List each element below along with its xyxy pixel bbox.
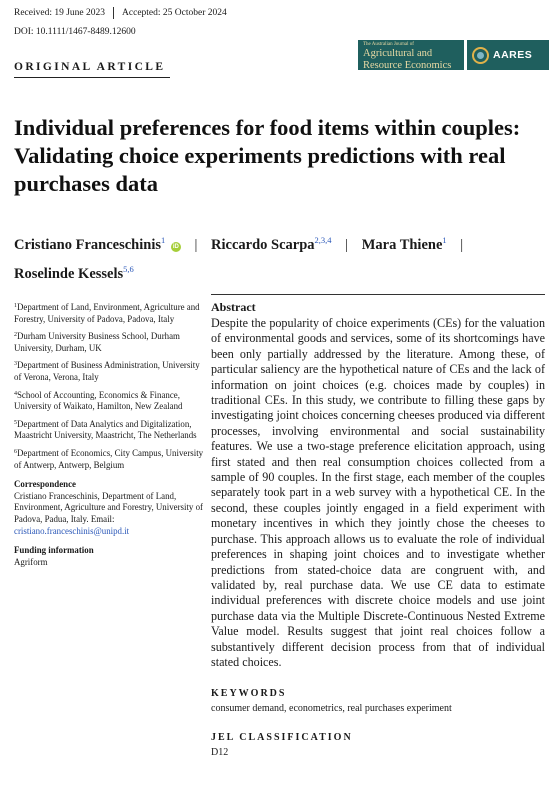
author-list	[14, 228, 544, 286]
author-separator: |	[460, 237, 464, 253]
correspondence-heading: Correspondence	[14, 479, 76, 490]
author-name[interactable]: Riccardo Scarpa	[211, 237, 315, 253]
email-label: Email:	[90, 513, 115, 524]
author-name[interactable]: Roselinde Kessels	[14, 266, 124, 282]
affiliation-number: 6	[14, 448, 17, 455]
funding-text: Agriform	[14, 556, 48, 567]
author-affiliation-ref[interactable]: 2,3,4	[314, 235, 332, 245]
society-name: AARES	[493, 49, 533, 61]
jel-code: D12	[211, 747, 229, 759]
affiliation	[14, 330, 204, 354]
affiliation	[14, 418, 204, 442]
keywords-text: consumer demand, econometrics, real purchases experiment	[211, 703, 452, 715]
affiliation-number: 4	[14, 390, 17, 397]
affiliation	[14, 447, 204, 471]
keywords-heading: KEYWORDS	[211, 688, 287, 700]
journal-small-line: The Australian Journal of	[363, 42, 414, 47]
aares-emblem-icon	[472, 47, 489, 64]
affiliation-text: Department of Business Administration, University of Verona, Verona, Italy	[14, 360, 200, 382]
journal-logo[interactable]	[358, 40, 464, 70]
email-link[interactable]: cristiano.franceschinis@unipd.it	[14, 525, 130, 536]
correspondence-text: Cristiano Franceschinis, Department of Land, Environment, Agriculture and Forestry, University of Padova, Padua, Italy.	[14, 490, 203, 524]
article-type: ORIGINAL ARTICLE	[14, 61, 166, 73]
affiliation	[14, 301, 204, 325]
affiliation-text: Department of Data Analytics and Digitalization, Maastricht University, Maastricht, The Netherlands	[14, 418, 197, 441]
orcid-icon[interactable]: iD	[172, 244, 179, 250]
author-name[interactable]: Cristiano Franceschinis	[14, 237, 162, 253]
affiliation	[14, 389, 204, 413]
affiliation-text: Department of Land, Environment, Agriculture and Forestry, University of Padova, Padova, Italy	[14, 302, 200, 324]
author-separator: |	[194, 237, 198, 253]
funding-heading: Funding information	[14, 545, 94, 556]
author-affiliation-ref[interactable]: 1	[161, 235, 166, 245]
received-date: Received: 19 June 2023	[14, 8, 106, 18]
accepted-date: Accepted: 25 October 2024	[122, 8, 227, 18]
article-title: Individual preferences for food items within couples: Validating choice experiments predictions with real purchases data	[14, 115, 521, 196]
jel-heading: JEL CLASSIFICATION	[211, 732, 353, 744]
correspondence-body	[14, 491, 204, 537]
author-name[interactable]: Mara Thiene	[361, 237, 443, 253]
date-divider	[113, 7, 114, 19]
article-type-rule	[14, 77, 170, 78]
affiliation-number: 2	[14, 332, 17, 339]
abstract-rule	[211, 294, 545, 295]
author-affiliation-ref[interactable]: 1	[442, 235, 447, 245]
affiliation-text: School of Accounting, Economics & Finance, University of Waikato, Hamilton, New Zealand	[14, 389, 183, 412]
affiliation-number: 5	[14, 419, 17, 426]
author-affiliation-ref[interactable]: 5,6	[123, 264, 134, 274]
affiliation	[14, 359, 204, 383]
affiliation-number: 1	[14, 303, 17, 309]
journal-name-line1: Agricultural and	[363, 48, 433, 59]
society-logo[interactable]	[467, 40, 549, 70]
main-column	[211, 294, 545, 758]
side-column	[14, 301, 204, 568]
abstract-text: Despite the popularity of choice experiments (CEs) for the valuation of environmental goods and services, some of its shortcomings have been only partially addressed by the literature. Among these, of particular saliency are the hypothetical nature of CEs and the lack of information on joint choices (e.g. choices made by couples) in traditional CEs. In this study, we contribute to filling these gaps by investigating joint choices concerning cheeses produced via different processes, involving environmental and social sustainability features. We use a two-stage preference elicitation approach, using first stated and then real consumption choices collected from a sample of 90 couples. In the first stage, each member of the couples separately took part in a web survey with a hypothetical CE. In the second, these couples jointly engaged in a field experiment with monetary incentives in which they jointly chose the cheeses to purchase. This approach allows us to evaluate the role of individual preferences in shaping joint choices and to investigate whether predictions from stated-choice data are congruent with, and validated by, real purchase data. We use CE data to estimate individual preferences with discrete choice models and use joint purchase data via the Multiple Discrete-Continuous Nested Extreme Value model. Results suggest that joint real choices follow a substantively different decision process from that of individual stated choices.	[211, 316, 545, 669]
author-separator: |	[345, 237, 349, 253]
affiliation-number: 3	[14, 361, 17, 368]
publication-dates	[14, 7, 227, 19]
affiliation-text: Department of Economics, City Campus, University of Antwerp, Antwerp, Belgium	[14, 447, 204, 470]
journal-name-line2: Resource Economics	[363, 60, 452, 72]
doi[interactable]: DOI: 10.1111/1467-8489.12600	[14, 27, 136, 37]
affiliation-text: Durham University Business School, Durham University, Durham, UK	[14, 331, 180, 353]
abstract-heading: Abstract	[211, 300, 256, 314]
